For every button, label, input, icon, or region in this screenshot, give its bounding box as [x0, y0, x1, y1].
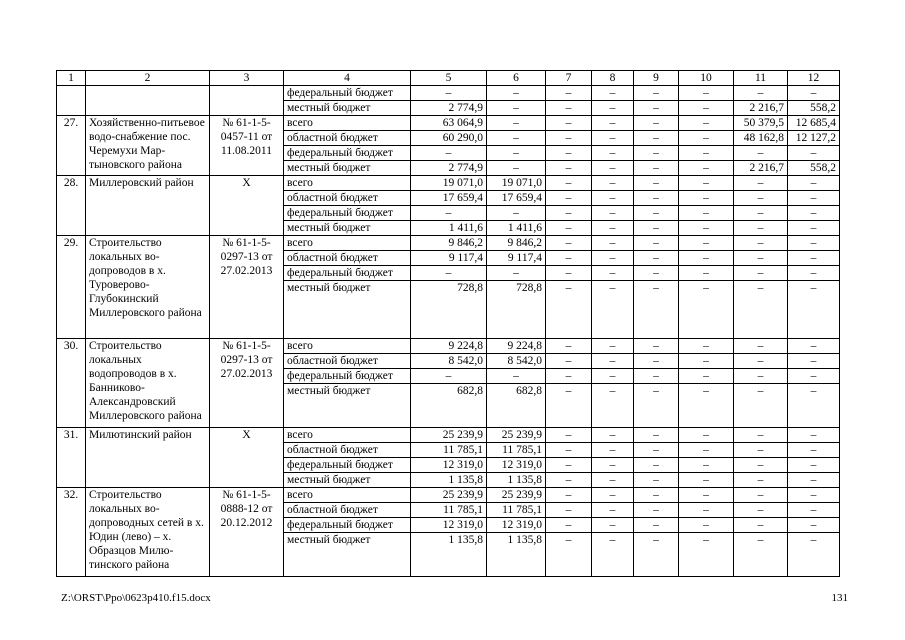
amount-cell: –	[679, 191, 734, 206]
object-name-cell: Миллеровский район	[86, 176, 210, 236]
amount-cell: –	[734, 384, 788, 428]
amount-cell: –	[592, 221, 634, 236]
amount-cell: –	[592, 428, 634, 443]
amount-cell: –	[734, 236, 788, 251]
amount-cell: 12 685,4	[788, 116, 840, 131]
amount-cell: –	[788, 458, 840, 473]
amount-cell: –	[788, 428, 840, 443]
column-header: 2	[86, 71, 210, 86]
amount-cell: –	[679, 86, 734, 101]
footer-file-path: Z:\ORST\Ppo\0623p410.f15.docx	[61, 592, 211, 604]
amount-cell: –	[679, 354, 734, 369]
amount-cell: –	[592, 131, 634, 146]
budget-source-cell: всего	[284, 428, 411, 443]
amount-cell: –	[592, 488, 634, 503]
budget-source-cell: областной бюджет	[284, 131, 411, 146]
amount-cell: –	[734, 176, 788, 191]
amount-cell: –	[546, 458, 592, 473]
table-row	[57, 86, 840, 101]
budget-source-cell: всего	[284, 488, 411, 503]
amount-cell: –	[411, 206, 487, 221]
amount-cell: 11 785,1	[411, 443, 487, 458]
budget-table	[56, 70, 840, 577]
amount-cell: –	[679, 443, 734, 458]
budget-source-cell: всего	[284, 339, 411, 354]
amount-cell: 682,8	[411, 384, 487, 428]
column-header: 8	[592, 71, 634, 86]
budget-source-cell: областной бюджет	[284, 251, 411, 266]
amount-cell: 25 239,9	[487, 488, 546, 503]
amount-cell: –	[634, 131, 679, 146]
amount-cell: 9 846,2	[487, 236, 546, 251]
amount-cell: –	[734, 86, 788, 101]
amount-cell: –	[734, 428, 788, 443]
amount-cell: –	[592, 176, 634, 191]
amount-cell: –	[487, 86, 546, 101]
amount-cell: 12 319,0	[487, 458, 546, 473]
amount-cell: –	[592, 384, 634, 428]
table-row	[57, 176, 840, 191]
amount-cell: –	[592, 206, 634, 221]
amount-cell: –	[634, 266, 679, 281]
amount-cell: –	[788, 146, 840, 161]
amount-cell: –	[679, 236, 734, 251]
object-name-cell	[86, 86, 210, 116]
amount-cell: –	[634, 146, 679, 161]
amount-cell: –	[634, 354, 679, 369]
column-header-row	[57, 71, 840, 86]
budget-source-cell: областной бюджет	[284, 443, 411, 458]
amount-cell: 19 071,0	[411, 176, 487, 191]
amount-cell: –	[592, 236, 634, 251]
amount-cell: –	[546, 518, 592, 533]
amount-cell: –	[634, 458, 679, 473]
footer-page-number: 131	[831, 592, 848, 604]
document-cell: № 61-1-5-0297-13 от 27.02.2013	[210, 236, 284, 339]
amount-cell: 1 135,8	[411, 473, 487, 488]
amount-cell: 558,2	[788, 101, 840, 116]
amount-cell: –	[546, 146, 592, 161]
amount-cell: –	[592, 443, 634, 458]
amount-cell: –	[634, 176, 679, 191]
amount-cell: 17 659,4	[411, 191, 487, 206]
amount-cell: –	[679, 101, 734, 116]
amount-cell: 2 216,7	[734, 101, 788, 116]
amount-cell: –	[734, 206, 788, 221]
amount-cell: –	[734, 503, 788, 518]
amount-cell: –	[679, 281, 734, 339]
amount-cell: –	[679, 221, 734, 236]
budget-source-cell: местный бюджет	[284, 281, 411, 339]
amount-cell: –	[634, 281, 679, 339]
amount-cell: –	[546, 443, 592, 458]
amount-cell: –	[546, 473, 592, 488]
amount-cell: 558,2	[788, 161, 840, 176]
item-number-cell: 28.	[57, 176, 86, 236]
amount-cell: –	[734, 339, 788, 354]
budget-source-cell: федеральный бюджет	[284, 266, 411, 281]
amount-cell: –	[788, 221, 840, 236]
amount-cell: –	[592, 369, 634, 384]
amount-cell: –	[546, 86, 592, 101]
amount-cell: –	[679, 533, 734, 577]
column-header: 9	[634, 71, 679, 86]
amount-cell: –	[546, 503, 592, 518]
amount-cell: –	[592, 101, 634, 116]
amount-cell: –	[788, 533, 840, 577]
item-number-cell: 30.	[57, 339, 86, 428]
amount-cell: 728,8	[487, 281, 546, 339]
object-name-cell: Строительство локальных водопроводов в х. Банниково-Александровский Миллеровского района	[86, 339, 210, 428]
column-header: 3	[210, 71, 284, 86]
amount-cell: –	[679, 176, 734, 191]
amount-cell: 728,8	[411, 281, 487, 339]
document-cell: № 61-1-5-0297-13 от 27.02.2013	[210, 339, 284, 428]
amount-cell: 1 135,8	[487, 533, 546, 577]
amount-cell: –	[679, 146, 734, 161]
amount-cell: –	[487, 131, 546, 146]
amount-cell: –	[546, 428, 592, 443]
amount-cell: –	[546, 191, 592, 206]
amount-cell: –	[734, 146, 788, 161]
amount-cell: –	[592, 518, 634, 533]
amount-cell: 682,8	[487, 384, 546, 428]
table-row	[57, 236, 840, 251]
amount-cell: –	[788, 86, 840, 101]
amount-cell: 8 542,0	[411, 354, 487, 369]
amount-cell: –	[546, 116, 592, 131]
budget-source-cell: областной бюджет	[284, 503, 411, 518]
column-header: 4	[284, 71, 411, 86]
amount-cell: –	[679, 131, 734, 146]
document-cell: № 61-1-5-0888-12 от 20.12.2012	[210, 488, 284, 577]
amount-cell: –	[634, 221, 679, 236]
amount-cell: –	[788, 266, 840, 281]
amount-cell: –	[592, 191, 634, 206]
amount-cell: –	[487, 101, 546, 116]
amount-cell: –	[487, 206, 546, 221]
table-row	[57, 428, 840, 443]
amount-cell: 25 239,9	[411, 488, 487, 503]
column-header: 6	[487, 71, 546, 86]
amount-cell: 11 785,1	[487, 443, 546, 458]
object-name-cell: Строительство локальных во-допроводных сетей в х. Юдин (лево) – х. Образцов Милю-тинского района	[86, 488, 210, 577]
amount-cell: –	[634, 86, 679, 101]
amount-cell: –	[592, 503, 634, 518]
amount-cell: –	[788, 176, 840, 191]
amount-cell: –	[734, 443, 788, 458]
amount-cell: –	[546, 266, 592, 281]
column-header: 11	[734, 71, 788, 86]
amount-cell: –	[679, 206, 734, 221]
amount-cell: 25 239,9	[487, 428, 546, 443]
budget-source-cell: федеральный бюджет	[284, 146, 411, 161]
amount-cell: –	[679, 518, 734, 533]
amount-cell: –	[634, 518, 679, 533]
amount-cell: –	[679, 384, 734, 428]
amount-cell: –	[679, 116, 734, 131]
amount-cell: –	[788, 339, 840, 354]
column-header: 12	[788, 71, 840, 86]
column-header: 5	[411, 71, 487, 86]
amount-cell: –	[592, 86, 634, 101]
column-header: 7	[546, 71, 592, 86]
amount-cell: –	[546, 161, 592, 176]
amount-cell: –	[411, 266, 487, 281]
budget-source-cell: областной бюджет	[284, 354, 411, 369]
amount-cell: –	[546, 488, 592, 503]
amount-cell: 9 117,4	[411, 251, 487, 266]
amount-cell: 11 785,1	[487, 503, 546, 518]
amount-cell: 12 319,0	[411, 518, 487, 533]
amount-cell: –	[487, 369, 546, 384]
amount-cell: 8 542,0	[487, 354, 546, 369]
amount-cell: 1 135,8	[411, 533, 487, 577]
budget-source-cell: федеральный бюджет	[284, 86, 411, 101]
amount-cell: –	[634, 236, 679, 251]
amount-cell: –	[592, 458, 634, 473]
amount-cell: 9 224,8	[411, 339, 487, 354]
amount-cell: –	[734, 518, 788, 533]
amount-cell: –	[546, 384, 592, 428]
amount-cell: –	[411, 146, 487, 161]
table-row	[57, 339, 840, 354]
amount-cell: –	[679, 488, 734, 503]
amount-cell: –	[788, 503, 840, 518]
amount-cell: 25 239,9	[411, 428, 487, 443]
amount-cell: –	[634, 206, 679, 221]
budget-source-cell: областной бюджет	[284, 191, 411, 206]
item-number-cell: 31.	[57, 428, 86, 488]
amount-cell: –	[592, 473, 634, 488]
amount-cell: –	[679, 251, 734, 266]
amount-cell: –	[592, 116, 634, 131]
budget-source-cell: местный бюджет	[284, 533, 411, 577]
document-cell: Х	[210, 428, 284, 488]
amount-cell: –	[546, 101, 592, 116]
amount-cell: 12 127,2	[788, 131, 840, 146]
amount-cell: 1 135,8	[487, 473, 546, 488]
amount-cell: –	[734, 266, 788, 281]
amount-cell: –	[788, 443, 840, 458]
budget-source-cell: всего	[284, 236, 411, 251]
amount-cell: –	[634, 369, 679, 384]
amount-cell: –	[634, 191, 679, 206]
amount-cell: –	[679, 503, 734, 518]
amount-cell: –	[788, 369, 840, 384]
amount-cell: –	[546, 354, 592, 369]
amount-cell: –	[788, 281, 840, 339]
amount-cell: 60 290,0	[411, 131, 487, 146]
budget-source-cell: федеральный бюджет	[284, 518, 411, 533]
amount-cell: –	[546, 176, 592, 191]
amount-cell: –	[634, 533, 679, 577]
amount-cell: –	[679, 161, 734, 176]
amount-cell: –	[634, 384, 679, 428]
amount-cell: –	[679, 369, 734, 384]
amount-cell: 19 071,0	[487, 176, 546, 191]
amount-cell: –	[634, 428, 679, 443]
amount-cell: –	[546, 533, 592, 577]
amount-cell: –	[546, 236, 592, 251]
amount-cell: –	[634, 251, 679, 266]
object-name-cell: Строительство локальных во-допроводов в х. Туроверово-Глубокинский Миллеровского района	[86, 236, 210, 339]
amount-cell: –	[679, 473, 734, 488]
amount-cell: –	[679, 339, 734, 354]
amount-cell: 9 117,4	[487, 251, 546, 266]
amount-cell: –	[788, 206, 840, 221]
amount-cell: –	[734, 533, 788, 577]
amount-cell: –	[546, 131, 592, 146]
amount-cell: –	[788, 473, 840, 488]
amount-cell: –	[592, 354, 634, 369]
budget-source-cell: местный бюджет	[284, 161, 411, 176]
item-number-cell: 32.	[57, 488, 86, 577]
column-header: 10	[679, 71, 734, 86]
item-number-cell	[57, 86, 86, 116]
amount-cell: –	[734, 458, 788, 473]
amount-cell: 12 319,0	[411, 458, 487, 473]
amount-cell: –	[734, 369, 788, 384]
amount-cell: –	[411, 86, 487, 101]
amount-cell: –	[592, 533, 634, 577]
amount-cell: –	[788, 354, 840, 369]
amount-cell: –	[734, 281, 788, 339]
amount-cell: –	[788, 384, 840, 428]
amount-cell: –	[734, 191, 788, 206]
budget-source-cell: местный бюджет	[284, 221, 411, 236]
amount-cell: –	[411, 369, 487, 384]
amount-cell: –	[546, 281, 592, 339]
amount-cell: 9 846,2	[411, 236, 487, 251]
amount-cell: –	[487, 161, 546, 176]
amount-cell: –	[487, 116, 546, 131]
amount-cell: –	[592, 251, 634, 266]
amount-cell: –	[546, 339, 592, 354]
budget-source-cell: местный бюджет	[284, 384, 411, 428]
document-cell	[210, 86, 284, 116]
amount-cell: –	[679, 428, 734, 443]
budget-source-cell: федеральный бюджет	[284, 458, 411, 473]
amount-cell: –	[546, 221, 592, 236]
budget-source-cell: всего	[284, 116, 411, 131]
amount-cell: –	[592, 146, 634, 161]
document-cell: № 61-1-5-0457-11 от 11.08.2011	[210, 116, 284, 176]
item-number-cell: 27.	[57, 116, 86, 176]
amount-cell: 48 162,8	[734, 131, 788, 146]
amount-cell: 2 774,9	[411, 101, 487, 116]
amount-cell: 2 774,9	[411, 161, 487, 176]
amount-cell: –	[592, 161, 634, 176]
amount-cell: –	[679, 266, 734, 281]
amount-cell: –	[634, 161, 679, 176]
amount-cell: –	[592, 339, 634, 354]
object-name-cell: Хозяйственно-питьевое водо-снабжение пос. Черемухи Мар-тыновского района	[86, 116, 210, 176]
amount-cell: –	[788, 518, 840, 533]
amount-cell: –	[734, 221, 788, 236]
amount-cell: 1 411,6	[487, 221, 546, 236]
amount-cell: –	[592, 281, 634, 339]
table-row	[57, 116, 840, 131]
item-number-cell: 29.	[57, 236, 86, 339]
document-cell: Х	[210, 176, 284, 236]
budget-source-cell: местный бюджет	[284, 101, 411, 116]
amount-cell: 2 216,7	[734, 161, 788, 176]
table-row	[57, 488, 840, 503]
amount-cell: –	[634, 116, 679, 131]
amount-cell: –	[734, 488, 788, 503]
object-name-cell: Милютинский район	[86, 428, 210, 488]
amount-cell: –	[788, 236, 840, 251]
amount-cell: 50 379,5	[734, 116, 788, 131]
amount-cell: –	[788, 251, 840, 266]
amount-cell: 17 659,4	[487, 191, 546, 206]
amount-cell: 63 064,9	[411, 116, 487, 131]
amount-cell: –	[634, 473, 679, 488]
amount-cell: 11 785,1	[411, 503, 487, 518]
amount-cell: –	[679, 458, 734, 473]
amount-cell: 9 224,8	[487, 339, 546, 354]
amount-cell: –	[546, 206, 592, 221]
budget-source-cell: федеральный бюджет	[284, 206, 411, 221]
amount-cell: 12 319,0	[487, 518, 546, 533]
budget-source-cell: всего	[284, 176, 411, 191]
amount-cell: –	[788, 191, 840, 206]
amount-cell: –	[546, 369, 592, 384]
amount-cell: –	[634, 339, 679, 354]
amount-cell: –	[634, 488, 679, 503]
budget-source-cell: местный бюджет	[284, 473, 411, 488]
amount-cell: –	[634, 503, 679, 518]
amount-cell: 1 411,6	[411, 221, 487, 236]
budget-source-cell: федеральный бюджет	[284, 369, 411, 384]
amount-cell: –	[734, 251, 788, 266]
amount-cell: –	[487, 146, 546, 161]
amount-cell: –	[734, 473, 788, 488]
amount-cell: –	[788, 488, 840, 503]
amount-cell: –	[592, 266, 634, 281]
amount-cell: –	[734, 354, 788, 369]
amount-cell: –	[546, 251, 592, 266]
amount-cell: –	[634, 101, 679, 116]
column-header: 1	[57, 71, 86, 86]
amount-cell: –	[487, 266, 546, 281]
amount-cell: –	[634, 443, 679, 458]
